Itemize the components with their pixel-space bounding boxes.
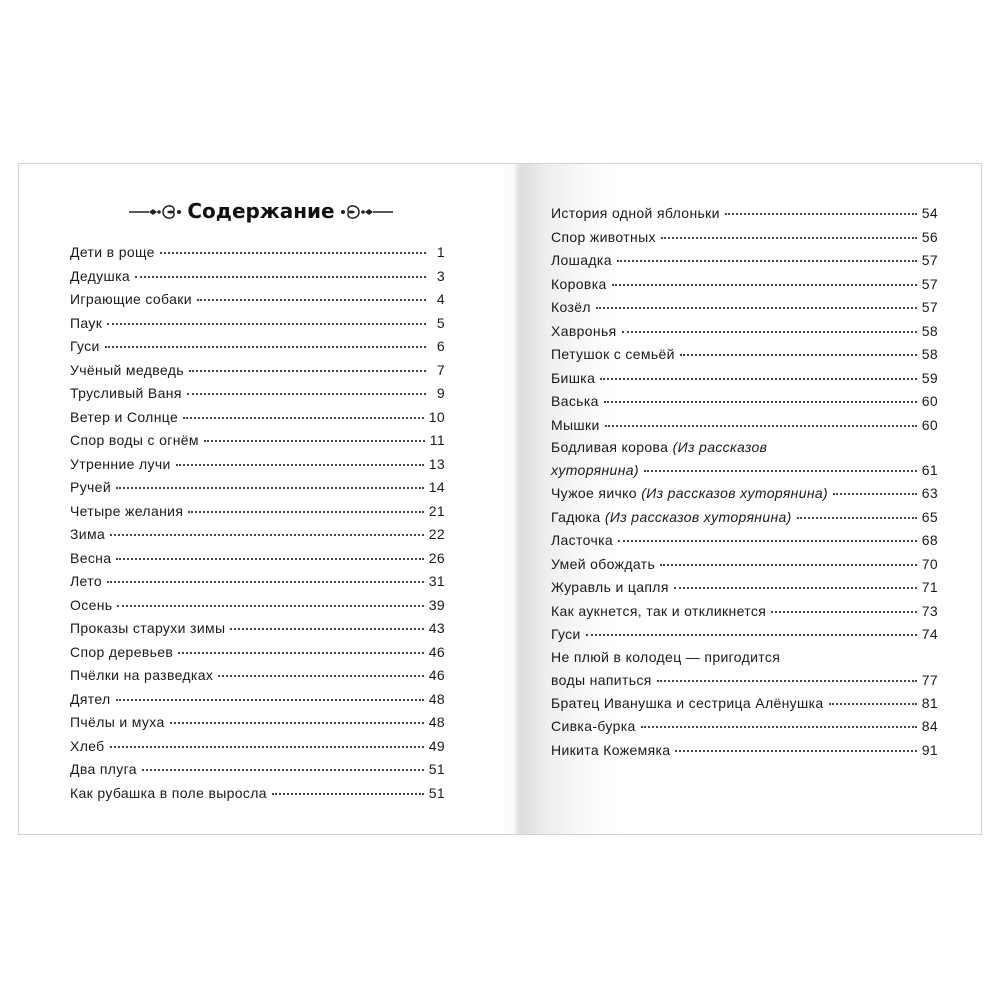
entry-title: Журавль и цапля bbox=[551, 579, 669, 595]
toc-entry[interactable] bbox=[70, 382, 445, 406]
entry-page: 31 bbox=[428, 573, 445, 589]
toc-entry[interactable] bbox=[551, 320, 938, 344]
entry-title: Гадюка bbox=[551, 508, 601, 525]
entry-title: Коровка bbox=[551, 275, 607, 292]
entry-title: Пчёлы и муха bbox=[70, 714, 165, 730]
entry-title: Трусливый Ваня bbox=[70, 385, 182, 401]
toc-entry[interactable] bbox=[70, 312, 445, 336]
leader-dots bbox=[218, 675, 424, 677]
entry-title: Пчёлки на разведках bbox=[70, 667, 214, 683]
toc-entry[interactable] bbox=[551, 553, 938, 577]
page-title: Содержание bbox=[187, 199, 335, 223]
toc-entry[interactable] bbox=[70, 241, 445, 265]
entry-page: 48 bbox=[428, 690, 445, 707]
entry-title: Весна bbox=[70, 549, 112, 566]
entry-page: 65 bbox=[921, 508, 938, 525]
leader-dots bbox=[661, 237, 917, 239]
leader-dots bbox=[771, 611, 917, 613]
leader-dots bbox=[618, 540, 917, 542]
entry-title-line bbox=[551, 668, 938, 692]
entry-page: 68 bbox=[921, 532, 938, 548]
toc-entry[interactable] bbox=[70, 594, 445, 618]
entry-page: 51 bbox=[428, 761, 445, 777]
leader-dots bbox=[605, 425, 917, 427]
entry-title: Четыре желания bbox=[70, 502, 184, 519]
toc-entry[interactable] bbox=[551, 273, 938, 297]
entry-title: Осень bbox=[70, 596, 113, 613]
entry-page: 91 bbox=[921, 741, 938, 758]
entry-page: 7 bbox=[436, 361, 445, 378]
toc-entry[interactable] bbox=[551, 506, 938, 530]
leader-dots bbox=[833, 493, 917, 495]
entry-page: 4 bbox=[436, 291, 445, 307]
entry-title-line bbox=[551, 458, 938, 482]
entry-page: 51 bbox=[428, 784, 445, 801]
leader-dots bbox=[600, 378, 917, 380]
entry-page: 81 bbox=[921, 694, 938, 711]
entry-title: Спор воды с огнём bbox=[70, 432, 199, 448]
toc-entry[interactable] bbox=[551, 414, 938, 438]
entry-title: Бишка bbox=[551, 369, 596, 386]
leader-dots bbox=[612, 284, 917, 286]
leader-dots bbox=[657, 680, 917, 682]
entry-page: 58 bbox=[921, 322, 938, 339]
entry-page: 46 bbox=[428, 643, 445, 660]
entry-title: Козёл bbox=[551, 299, 591, 315]
left-page bbox=[19, 164, 500, 834]
toc-list-right bbox=[551, 202, 938, 762]
entry-title-line bbox=[551, 437, 938, 458]
leader-dots bbox=[116, 558, 423, 560]
entry-page: 6 bbox=[436, 338, 445, 354]
leader-dots bbox=[617, 260, 917, 262]
entry-title: Ласточка bbox=[551, 532, 614, 548]
entry-title: воды напиться bbox=[551, 671, 652, 688]
toc-entry[interactable] bbox=[551, 715, 938, 739]
entry-page: 21 bbox=[428, 502, 445, 519]
entry-page: 84 bbox=[921, 718, 938, 734]
toc-entry[interactable] bbox=[70, 782, 445, 806]
toc-entry[interactable] bbox=[70, 359, 445, 383]
leader-dots bbox=[116, 487, 424, 489]
entry-title: Умей обождать bbox=[551, 555, 656, 572]
leader-dots bbox=[675, 750, 916, 752]
leader-dots bbox=[110, 534, 424, 536]
entry-page: 26 bbox=[428, 549, 445, 566]
entry-title: Как рубашка в поле выросла bbox=[70, 784, 267, 801]
entry-page: 43 bbox=[428, 620, 445, 636]
leader-dots bbox=[604, 401, 917, 403]
entry-page: 57 bbox=[921, 299, 938, 315]
toc-entry[interactable] bbox=[551, 529, 938, 553]
leader-dots bbox=[116, 699, 424, 701]
toc-entry[interactable] bbox=[551, 739, 938, 763]
entry-page: 22 bbox=[428, 526, 445, 542]
entry-title: Дети в роще bbox=[70, 244, 155, 260]
leader-dots bbox=[117, 605, 423, 607]
entry-title: Не плюй в колодец — пригодится bbox=[551, 648, 781, 665]
leader-dots bbox=[725, 213, 917, 215]
toc-entry[interactable] bbox=[70, 758, 445, 782]
entry-title: Проказы старухи зимы bbox=[70, 620, 226, 636]
entry-title: Хавронья bbox=[551, 322, 617, 339]
leader-dots bbox=[183, 417, 424, 419]
entry-page: 74 bbox=[921, 626, 938, 642]
toc-entry[interactable] bbox=[551, 482, 938, 506]
entry-title: Играющие собаки bbox=[70, 291, 192, 307]
entry-title: История одной яблоньки bbox=[551, 205, 720, 221]
entry-page: 77 bbox=[921, 671, 938, 688]
entry-title: Хлеб bbox=[70, 737, 105, 754]
entry-title: Никита Кожемяка bbox=[551, 741, 671, 758]
toc-entry[interactable] bbox=[551, 249, 938, 273]
leader-dots bbox=[110, 746, 424, 748]
toc-entry[interactable] bbox=[70, 570, 445, 594]
entry-page: 57 bbox=[921, 252, 938, 268]
leader-dots bbox=[272, 793, 424, 795]
leader-dots bbox=[160, 252, 426, 254]
toc-entry[interactable] bbox=[551, 390, 938, 414]
entry-title: Ветер и Солнце bbox=[70, 408, 179, 425]
leader-dots bbox=[105, 346, 426, 348]
leader-dots bbox=[797, 517, 917, 519]
leader-dots bbox=[660, 564, 917, 566]
toc-entry[interactable] bbox=[551, 692, 938, 716]
entry-title: Утренние лучи bbox=[70, 455, 171, 472]
entry-page: 3 bbox=[436, 267, 445, 284]
leader-dots bbox=[142, 769, 424, 771]
leader-dots bbox=[230, 628, 423, 630]
entry-subtitle: (Из рассказов bbox=[672, 439, 768, 455]
entry-title: Петушок с семьёй bbox=[551, 346, 675, 362]
leader-dots bbox=[187, 393, 426, 395]
leader-dots bbox=[107, 581, 424, 583]
leader-dots bbox=[674, 587, 917, 589]
leader-dots bbox=[188, 511, 423, 513]
entry-page: 73 bbox=[921, 602, 938, 619]
toc-entry[interactable] bbox=[551, 600, 938, 624]
toc-entry[interactable] bbox=[551, 367, 938, 391]
entry-page: 46 bbox=[428, 667, 445, 683]
toc-entry[interactable] bbox=[551, 296, 938, 320]
entry-page: 71 bbox=[921, 579, 938, 595]
entry-page: 56 bbox=[921, 228, 938, 245]
toc-entry[interactable] bbox=[70, 288, 445, 312]
entry-title: Спор деревьев bbox=[70, 643, 174, 660]
toc-entry[interactable] bbox=[70, 641, 445, 665]
toc-entry[interactable] bbox=[551, 202, 938, 226]
entry-page: 48 bbox=[428, 714, 445, 730]
entry-title: Учёный медведь bbox=[70, 361, 184, 378]
right-page bbox=[500, 164, 983, 834]
toc-entry[interactable] bbox=[70, 429, 445, 453]
entry-title: Зима bbox=[70, 526, 106, 542]
leader-dots bbox=[197, 299, 426, 301]
toc-entry[interactable] bbox=[70, 664, 445, 688]
right-ornament-icon bbox=[339, 200, 393, 224]
leader-dots bbox=[586, 634, 917, 636]
toc-entry[interactable] bbox=[551, 647, 938, 692]
entry-subtitle: хуторянина) bbox=[551, 462, 639, 478]
entry-title: Дятел bbox=[70, 690, 111, 707]
entry-title: Паук bbox=[70, 314, 103, 331]
entry-page: 60 bbox=[921, 416, 938, 433]
entry-title: Сивка-бурка bbox=[551, 718, 636, 734]
entry-title: Братец Иванушка и сестрица Алёнушка bbox=[551, 694, 824, 711]
toc-entry[interactable] bbox=[551, 343, 938, 367]
toc-entry[interactable] bbox=[70, 523, 445, 547]
entry-page: 5 bbox=[436, 314, 445, 331]
toc-entry[interactable] bbox=[551, 623, 938, 647]
entry-page: 60 bbox=[921, 393, 938, 409]
entry-title: Гуси bbox=[551, 626, 581, 642]
toc-entry[interactable] bbox=[551, 437, 938, 482]
toc-entry[interactable] bbox=[70, 406, 445, 430]
toc-entry[interactable] bbox=[70, 735, 445, 759]
leader-dots bbox=[680, 354, 917, 356]
toc-entry[interactable] bbox=[70, 547, 445, 571]
entry-page: 70 bbox=[921, 555, 938, 572]
entry-subtitle: (Из рассказов хуторянина) bbox=[604, 508, 792, 525]
entry-page: 59 bbox=[921, 369, 938, 386]
entry-title: Два плуга bbox=[70, 761, 137, 777]
entry-page: 13 bbox=[428, 455, 445, 472]
toc-entry[interactable] bbox=[70, 453, 445, 477]
leader-dots bbox=[178, 652, 424, 654]
contents-heading bbox=[129, 197, 393, 227]
entry-page: 54 bbox=[921, 205, 938, 221]
toc-entry[interactable] bbox=[551, 226, 938, 250]
toc-entry[interactable] bbox=[70, 617, 445, 641]
entry-page: 58 bbox=[921, 346, 938, 362]
entry-page: 61 bbox=[921, 462, 938, 478]
entry-title: Как аукнется, так и откликнется bbox=[551, 602, 767, 619]
entry-title: Бодливая корова bbox=[551, 439, 669, 455]
entry-title: Чужое яичко bbox=[551, 485, 637, 501]
entry-title: Гуси bbox=[70, 338, 100, 354]
leader-dots bbox=[176, 464, 424, 466]
leader-dots bbox=[622, 331, 917, 333]
toc-list-left bbox=[70, 241, 445, 805]
entry-page: 9 bbox=[436, 385, 445, 401]
entry-title: Ручей bbox=[70, 479, 111, 495]
entry-page: 10 bbox=[428, 408, 445, 425]
toc-entry[interactable] bbox=[70, 500, 445, 524]
entry-page: 14 bbox=[428, 479, 445, 495]
leader-dots bbox=[170, 722, 424, 724]
toc-entry[interactable] bbox=[70, 335, 445, 359]
entry-subtitle: (Из рассказов хуторянина) bbox=[641, 485, 829, 501]
book-spread bbox=[18, 163, 982, 835]
entry-title: Дедушка bbox=[70, 267, 131, 284]
toc-entry[interactable] bbox=[70, 688, 445, 712]
leader-dots bbox=[135, 276, 426, 278]
leader-dots bbox=[829, 703, 917, 705]
toc-entry[interactable] bbox=[551, 576, 938, 600]
toc-entry[interactable] bbox=[70, 265, 445, 289]
entry-title: Спор животных bbox=[551, 228, 656, 245]
entry-title: Васька bbox=[551, 393, 599, 409]
leader-dots bbox=[107, 323, 426, 325]
entry-title: Лошадка bbox=[551, 252, 612, 268]
entry-title: Мышки bbox=[551, 416, 600, 433]
entry-page: 39 bbox=[428, 596, 445, 613]
leader-dots bbox=[596, 307, 917, 309]
leader-dots bbox=[641, 726, 917, 728]
entry-page: 57 bbox=[921, 275, 938, 292]
entry-title: Лето bbox=[70, 573, 102, 589]
toc-entry[interactable] bbox=[70, 476, 445, 500]
leader-dots bbox=[204, 440, 425, 442]
entry-page: 49 bbox=[428, 737, 445, 754]
toc-entry[interactable] bbox=[70, 711, 445, 735]
leader-dots bbox=[189, 370, 426, 372]
entry-page: 11 bbox=[429, 432, 445, 448]
entry-page: 1 bbox=[436, 244, 445, 260]
entry-page: 63 bbox=[921, 485, 938, 501]
leader-dots bbox=[644, 470, 917, 472]
